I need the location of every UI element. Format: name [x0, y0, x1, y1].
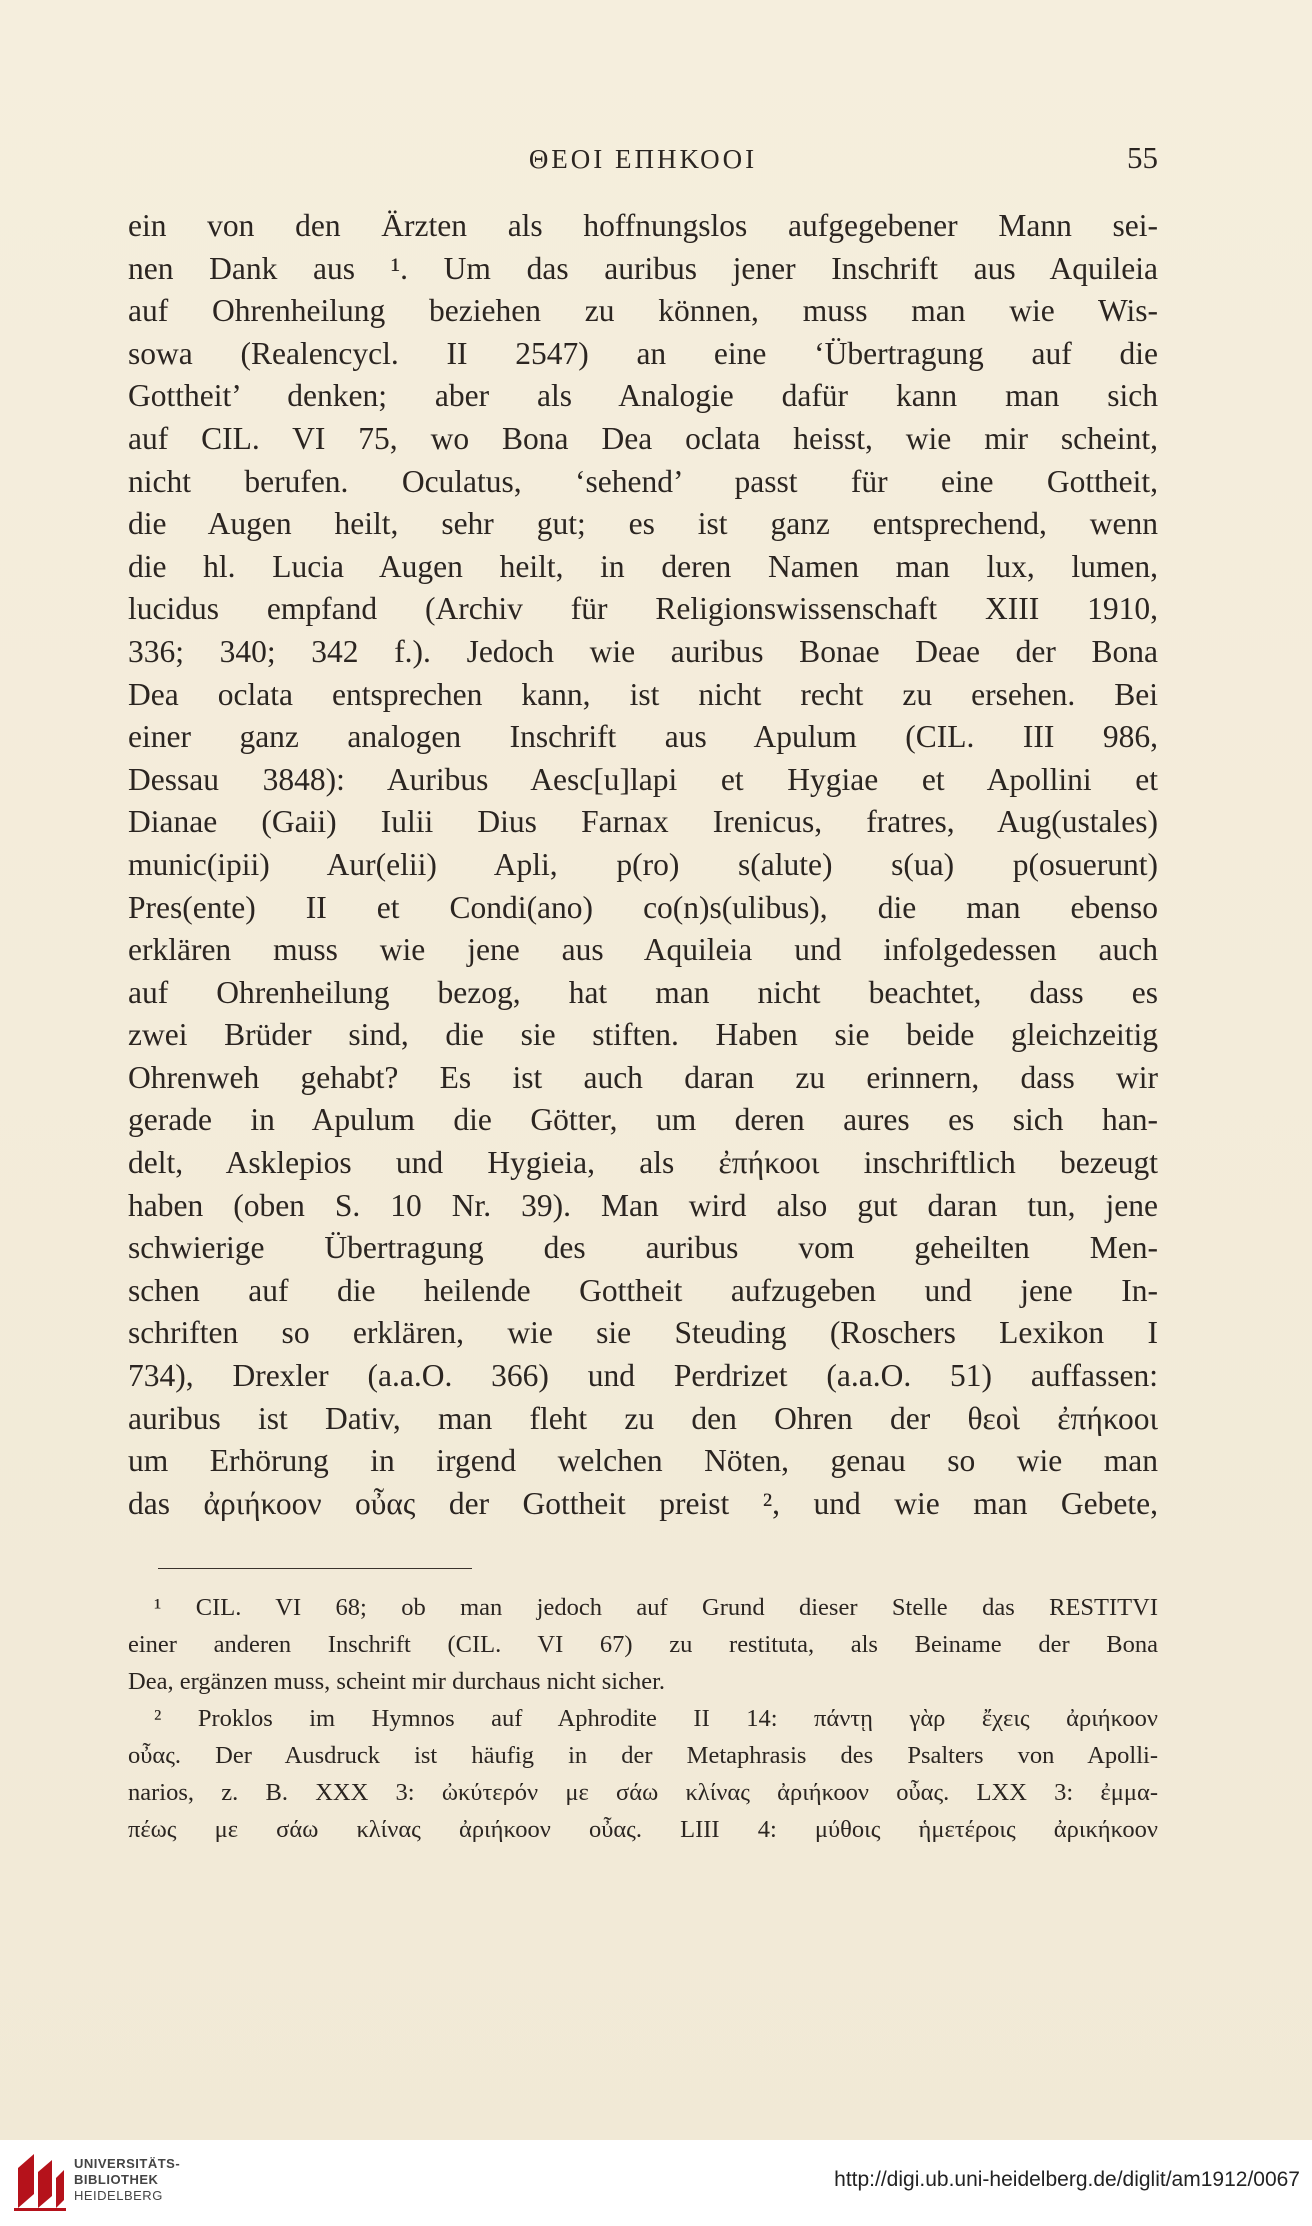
footnote-line: einer anderen Inschrift (CIL. VI 67) zu restituta, als Beiname der Bona [128, 1631, 1158, 1658]
text-line: gerade in Apulum die Götter, um deren aures es sich han- [128, 1102, 1158, 1138]
footnote-line: ¹ CIL. VI 68; ob man jedoch auf Grund dieser Stelle das RESTITVI [154, 1594, 1158, 1621]
footnote-line: πέως με σάω κλίνας ἀριήκοον οὖας. LIII 4: μύθοις ἡμετέροις ἀρικήκοον [128, 1816, 1158, 1843]
text-line: einer ganz analogen Inschrift aus Apulum (CIL. III 986, [128, 719, 1158, 755]
text-line: delt, Asklepios und Hygieia, als ἐπήκοοι inschriftlich bezeugt [128, 1145, 1158, 1181]
text-line: um Erhörung in irgend welchen Nöten, genau so wie man [128, 1443, 1158, 1479]
footnote-line: ² Proklos im Hymnos auf Aphrodite II 14: πάντῃ γὰρ ἔχεις ἀριήκοον [154, 1705, 1158, 1732]
text-line: 336; 340; 342 f.). Jedoch wie auribus Bonae Deae der Bona [128, 633, 1158, 669]
text-line: die Augen heilt, sehr gut; es ist ganz entsprechend, wenn [128, 506, 1158, 542]
logo-line: BIBLIOTHEK [74, 2172, 159, 2187]
text-line: 734), Drexler (a.a.O. 366) und Perdrizet (a.a.O. 51) auffassen: [128, 1358, 1158, 1394]
text-line: lucidus empfand (Archiv für Religionswissenschaft XIII 1910, [128, 591, 1158, 627]
text-line: sowa (Realencycl. II 2547) an eine ‘Übertragung auf die [128, 335, 1158, 371]
text-line: auribus ist Dativ, man fleht zu den Ohren der θεοὶ ἐπήκοοι [128, 1400, 1158, 1436]
text-line: auf Ohrenheilung bezog, hat man nicht beachtet, dass es [128, 974, 1158, 1010]
logo-line: HEIDELBERG [74, 2188, 163, 2203]
text-line: auf CIL. VI 75, wo Bona Dea oclata heisst, wie mir scheint, [128, 420, 1158, 456]
text-line: auf Ohrenheilung beziehen zu können, muss man wie Wis- [128, 293, 1158, 329]
text-line: die hl. Lucia Augen heilt, in deren Namen man lux, lumen, [128, 548, 1158, 584]
body-text [128, 205, 1158, 1525]
library-logo-text [74, 2156, 180, 2204]
page-number: 55 [1127, 140, 1158, 175]
text-line: das ἀριήκοον οὖας der Gottheit preist ², und wie man Gebete, [128, 1485, 1158, 1521]
footnote-line: Dea, ergänzen muss, scheint mir durchaus nicht sicher. [128, 1668, 666, 1695]
text-line: ein von den Ärzten als hoffnungslos aufgegebener Mann sei- [128, 208, 1158, 243]
text-line: munic(ipii) Aur(elii) Apli, p(ro) s(alute) s(ua) p(osuerunt) [128, 846, 1158, 882]
text-line: schwierige Übertragung des auribus vom geheilten Men- [128, 1230, 1158, 1266]
footnote-line: narios, z. B. XXX 3: ὠκύτερόν με σάω κλίνας ἀριήκοον οὖας. LXX 3: ἐμμα- [128, 1779, 1158, 1806]
text-line: schen auf die heilende Gottheit aufzugeben und jene In- [128, 1272, 1158, 1308]
text-line: Dea oclata entsprechen kann, ist nicht recht zu ersehen. Bei [128, 676, 1158, 712]
running-head [128, 140, 1158, 180]
text-line: haben (oben S. 10 Nr. 39). Man wird also gut daran tun, jene [128, 1187, 1158, 1223]
text-line: Gottheit’ denken; aber als Analogie dafür kann man sich [128, 378, 1158, 414]
text-line: Dianae (Gaii) Iulii Dius Farnax Irenicus, fratres, Aug(ustales) [128, 804, 1158, 840]
footnotes [128, 1589, 1158, 1848]
text-line: Ohrenweh gehabt? Es ist auch daran zu erinnern, dass wir [128, 1059, 1158, 1095]
text-line: erklären muss wie jene aus Aquileia und infolgedessen auch [128, 932, 1158, 968]
logo-line: UNIVERSITÄTS- [74, 2156, 181, 2171]
viewer-footer [0, 2140, 1312, 2226]
text-line: schriften so erklären, wie sie Steuding (Roschers Lexikon I [128, 1315, 1158, 1351]
text-line: zwei Brüder sind, die sie stiften. Haben sie beide gleichzeitig [128, 1017, 1158, 1053]
footnote-divider [158, 1568, 472, 1569]
footnote-line: οὖας. Der Ausdruck ist häufig in der Metaphrasis des Psalters von Apolli- [128, 1742, 1158, 1769]
text-line: nicht berufen. Oculatus, ‘sehend’ passt für eine Gottheit, [128, 463, 1158, 499]
text-line: Pres(ente) II et Condi(ano) co(n)s(ulibus), die man ebenso [128, 889, 1158, 925]
text-line: nen Dank aus ¹. Um das auribus jener Inschrift aus Aquileia [128, 250, 1158, 286]
library-logo-icon [12, 2150, 68, 2212]
running-title: ΘΕΟΙ ΕΠΗΚΟΟΙ [528, 144, 758, 174]
text-line: Dessau 3848): Auribus Aesc[u]lapi et Hygiae et Apollini et [128, 761, 1158, 797]
source-url-link[interactable]: http://digi.ub.uni-heidelberg.de/diglit/am1912/0067 [834, 2168, 1300, 2191]
